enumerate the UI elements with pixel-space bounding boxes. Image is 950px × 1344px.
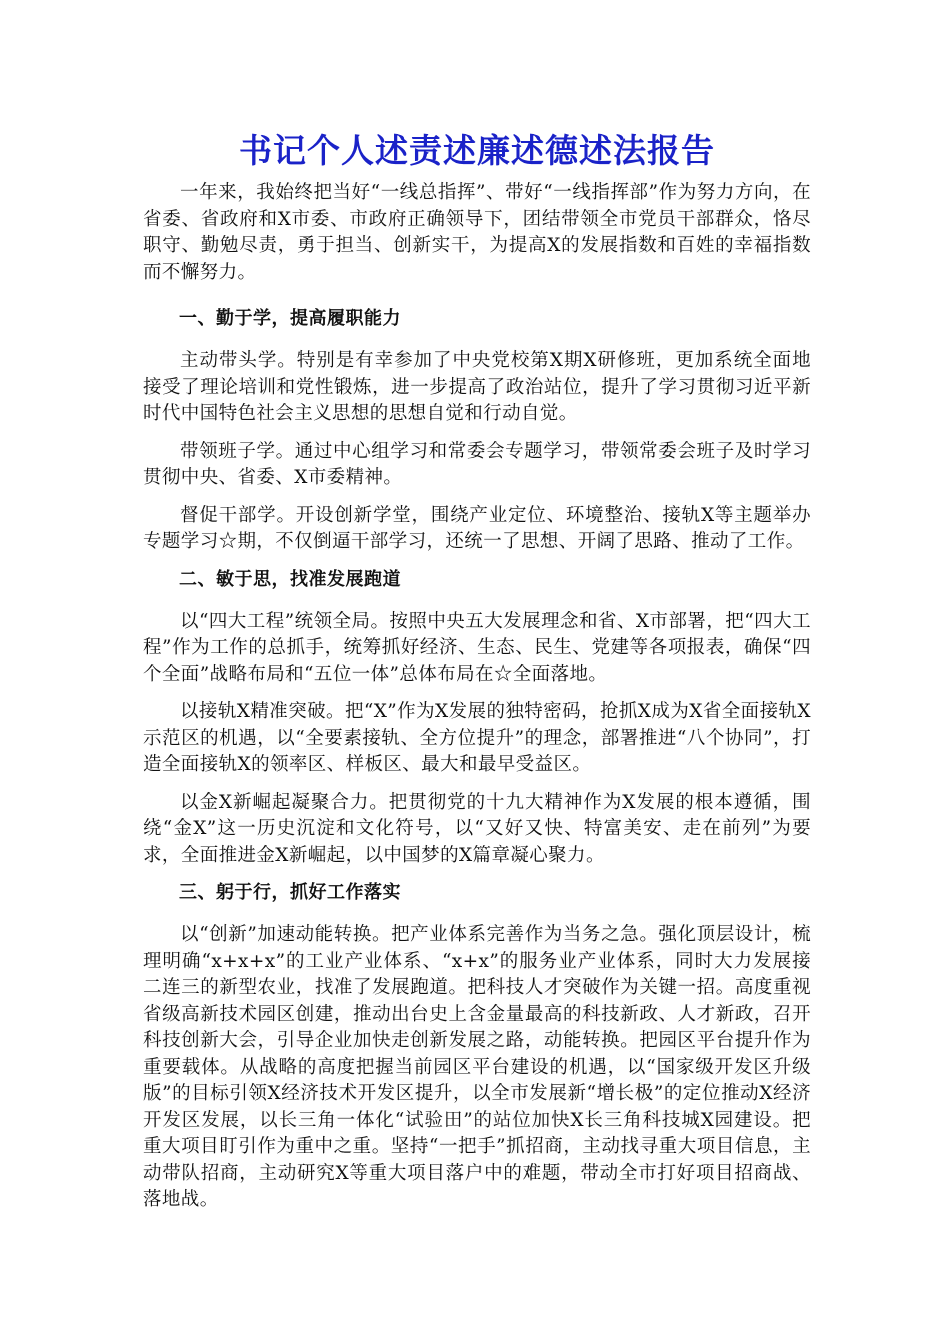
section-paragraph: 以接轨X精准突破。把“X”作为X发展的独特密码，抢抓X成为X省全面接轨X示范区的机遇，以“全要素接轨、全方位提升”的理念，部署推进“八个协同”，打造全面接轨X的领率区、样板区、最大和最早受益区。 [143, 701, 811, 775]
section-paragraph: 带领班子学。通过中心组学习和常委会专题学习，带领常委会班子及时学习贯彻中央、省委、X市委精神。 [143, 440, 811, 488]
section-heading: 一、勤于学，提高履职能力 [179, 308, 401, 329]
section-paragraph: 以“四大工程”统领全局。按照中央五大发展理念和省、X市部署，把“四大工程”作为工作的总抓手，统筹抓好经济、生态、民生、党建等各项报表，确保“四个全面”战略布局和“五位一体”总体布局在☆全面落地。 [143, 610, 811, 685]
section-heading: 三、躬于行，抓好工作落实 [179, 882, 401, 903]
section-2 [143, 567, 811, 870]
section-paragraph: 主动带头学。特别是有幸参加了中央党校第X期X研修班，更加系统全面地接受了理论培训和党性锻炼，进一步提高了政治站位，提升了学习贯彻习近平新时代中国特色社会主义思想的思想自觉和行动自觉。 [143, 350, 811, 424]
document-title: 书记个人述责述廉述德述法报告 [239, 131, 715, 170]
section-1 [143, 306, 811, 556]
section-paragraph: 督促干部学。开设创新学堂，围绕产业定位、环境整治、接轨X等主题举办专题学习☆期，不仅倒逼干部学习，还统一了思想、开阔了思路、推动了工作。 [143, 504, 811, 552]
section-heading: 二、敏于思，找准发展跑道 [179, 568, 401, 590]
document-page [143, 128, 811, 1225]
section-paragraph: 以“创新”加速动能转换。把产业体系完善作为当务之急。强化顶层设计，梳理明确“x+x+x”的工业产业体系、“x+x”的服务业产业体系，同时大力发展接二连三的新型农业，找准了发展跑道。把科技人才突破作为关键一招。高度重视省级高新技术园区创建，推动出台史上含金量最高的科技新政、人才新政，召开科技创新大会，引导企业加快走创新发展之路，动能转换。把园区平台提升作为重要载体。从战略的高度把握当前园区平台建设的机遇，以“国家级开发区升级版”的目标引领X经济技术开发区提升，以全市发展新“增长极”的定位推动X经济开发区发展，以长三角一体化“试验田”的站位加快X长三角科技城X园建设。把重大项目盯引作为重中之重。坚持“一把手”抓招商，主动找寻重大项目信息，主动带队招商，主动研究X等重大项目落户中的难题，带动全市打好项目招商战、落地战。 [143, 924, 811, 1210]
section-3 [143, 880, 811, 1214]
intro-paragraph: 一年来，我始终把当好“一线总指挥”、带好“一线指挥部”作为努力方向，在省委、省政府和X市委、市政府正确领导下，团结带领全市党员干部群众，恪尽职守、勤勉尽责，勇于担当、创新实干，为提高X的发展指数和百姓的幸福指数而不懈努力。 [143, 182, 811, 283]
section-paragraph: 以金X新崛起凝聚合力。把贯彻党的十九大精神作为X发展的根本遵循，围绕“金X”这一历史沉淀和文化符号，以“又好又快、特富美安、走在前列”为要求，全面推进金X新崛起，以中国梦的X篇章凝心聚力。 [143, 791, 811, 866]
